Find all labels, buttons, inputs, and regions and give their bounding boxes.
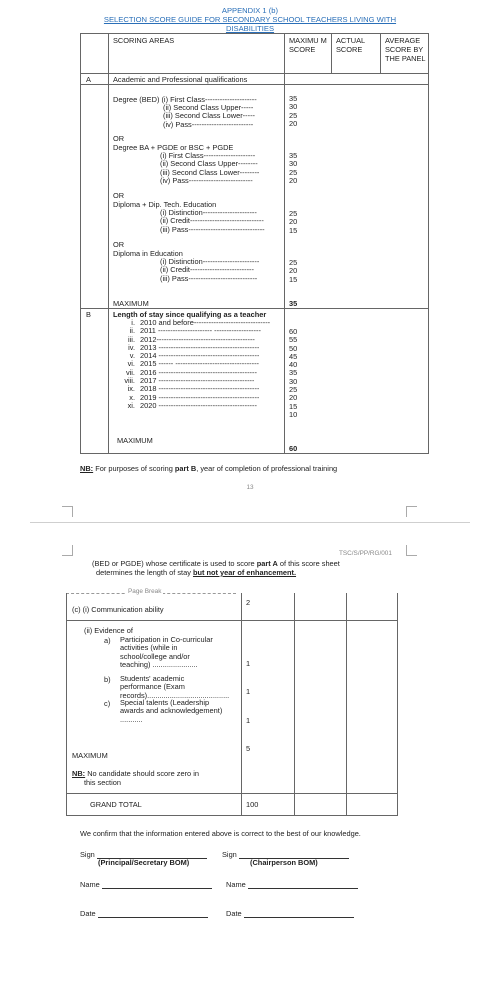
length-of-stay-row: x. 2019 ----------------------------------------- xyxy=(129,392,260,402)
page-number: 13 xyxy=(246,484,254,491)
crop-mark xyxy=(62,506,73,517)
section-b-letter: B xyxy=(86,310,91,319)
length-of-stay-row: i. 2010 and before------------------------------- xyxy=(131,318,271,327)
length-of-stay-row: xi. 2020 ---------------------------------------- xyxy=(127,400,257,410)
header-actual-score: ACTUAL SCORE xyxy=(336,36,365,54)
degree-bed-label: Degree (BED) (i) First Class--------------------- xyxy=(113,95,257,104)
ba-scores: 35 30 25 20 xyxy=(289,151,298,185)
length-of-stay-score: 35 xyxy=(289,368,298,378)
name-blank[interactable] xyxy=(248,880,358,889)
or-label: OR xyxy=(113,134,125,143)
length-of-stay-score: 60 xyxy=(289,327,298,336)
bed-items: (ii) Second Class Upper----- (iii) Second Class Lower----- (iv) Pass------------------------- xyxy=(163,103,255,129)
length-of-stay-score: 45 xyxy=(289,351,298,361)
evidence-item-score: 1 xyxy=(246,659,251,668)
diploma-tech-label: Diploma + Dip. Tech. Education xyxy=(113,200,217,209)
confirmation-statement: We confirm that the information entered above is correct to the best of our knowledge. xyxy=(80,829,361,838)
tech-scores: 25 20 15 xyxy=(289,209,298,235)
principal-sign-line[interactable]: Sign xyxy=(80,850,207,859)
length-of-stay-row: iii. 2012---------------------------------------- xyxy=(128,334,255,344)
crop-mark xyxy=(406,506,417,517)
length-of-stay-score: 20 xyxy=(289,393,298,403)
length-of-stay-score: 40 xyxy=(289,360,298,370)
length-of-stay-row: iv. 2013 ----------------------------------------- xyxy=(128,342,260,352)
grand-total-label: GRAND TOTAL xyxy=(90,800,142,809)
crop-mark xyxy=(406,545,417,556)
section-a-maximum-label: MAXIMUM xyxy=(113,299,149,308)
length-of-stay-row: ii. 2011 ---------------------- ------------------- xyxy=(129,326,261,336)
length-of-stay-row: ix. 2018 ----------------------------------------- xyxy=(127,384,260,394)
length-of-stay-row: v. 2014 ----------------------------------------- xyxy=(129,351,260,361)
header-average-score: AVERAGE SCORE BY THE PANEL xyxy=(385,36,426,63)
crop-mark xyxy=(62,545,73,556)
evidence-item-letter: b) xyxy=(104,675,111,684)
nb-no-zero-continued: this section xyxy=(84,778,121,787)
length-of-stay-score: 25 xyxy=(289,385,298,395)
table2-maximum-score: 5 xyxy=(246,744,251,753)
evidence-item-letter: c) xyxy=(104,699,111,708)
date-blank[interactable] xyxy=(98,909,208,918)
length-of-stay-list xyxy=(113,319,281,410)
header-maximum-score: MAXIMU M SCORE xyxy=(289,36,327,54)
section-a-maximum-score: 35 xyxy=(289,299,298,308)
length-of-stay-row: vii. 2016 ---------------------------------------- xyxy=(125,367,257,377)
section-a-letter: A xyxy=(86,75,91,84)
length-of-stay-score: 10 xyxy=(289,409,298,419)
section-a-title: Academic and Professional qualifications xyxy=(113,75,248,84)
principal-label: (Principal/Secretary BOM) xyxy=(98,858,190,867)
or-label: OR xyxy=(113,191,125,200)
section-b-title: Length of stay since qualifying as a teacher xyxy=(113,310,267,319)
evidence-item-score: 1 xyxy=(246,716,251,725)
document-title: SELECTION SCORE GUIDE FOR SECONDARY SCHOOL TEACHERS LIVING WITH DISABILITIES xyxy=(103,15,397,33)
length-of-stay-score: 55 xyxy=(289,335,298,345)
evidence-item-score: 1 xyxy=(246,687,251,696)
principal-date-line[interactable]: Date xyxy=(80,909,208,918)
page-separator xyxy=(30,522,470,523)
bed-scores: 35 30 25 20 xyxy=(289,94,298,128)
tech-items: (i) Distinction---------------------- (ii) Credit------------------------------ (iii) Pass------------------------------- xyxy=(160,208,265,234)
evidence-item-text: Special talents (Leadership awards and acknowledgement) ........... xyxy=(120,698,223,724)
length-of-stay-score: 30 xyxy=(289,376,298,386)
or-label: OR xyxy=(113,240,125,249)
section-b-scores xyxy=(289,328,297,419)
header-scoring-areas: SCORING AREAS xyxy=(113,36,175,45)
continuation-line-2: determines the length of stay but not year of enhancement. xyxy=(96,568,297,577)
length-of-stay-row: viii. 2017 --------------------------------------- xyxy=(124,376,255,386)
date-blank[interactable] xyxy=(244,909,354,918)
chairperson-name-line[interactable]: Name xyxy=(226,880,358,889)
chairperson-sign-line[interactable]: Sign xyxy=(222,850,349,859)
length-of-stay-score: 50 xyxy=(289,343,298,353)
continuation-line-1: (BED or PGDE) whose certificate is used to score part A of this score sheet xyxy=(92,559,340,568)
length-of-stay-score: 15 xyxy=(289,401,298,411)
grand-total-score: 100 xyxy=(246,800,259,809)
evidence-item-letter: a) xyxy=(104,636,111,645)
chairperson-date-line[interactable]: Date xyxy=(226,909,354,918)
principal-name-line[interactable]: Name xyxy=(80,880,212,889)
ba-items: (i) First Class--------------------- (ii) Second Class Upper-------- (iii) Second Class Lower-------- (iv) Pass-------------------------- xyxy=(160,151,260,185)
length-of-stay-row: vi. 2015 ------ ---------------------------------- xyxy=(127,359,259,369)
nb-note-part-b: NB: For purposes of scoring part B, year of completion of professional training xyxy=(80,464,338,473)
section-b-maximum-score: 60 xyxy=(289,444,298,453)
section-b-maximum-label: MAXIMUM xyxy=(117,436,153,445)
page-break-label: Page Break xyxy=(128,588,162,595)
evidence-item-text: Participation in Co-curricular activities (while in school/college and/or teaching) ...................... xyxy=(120,635,213,669)
evidence-label: (ii) Evidence of xyxy=(84,626,133,635)
degree-ba-label: Degree BA + PGDE or BSC + PGDE xyxy=(113,143,234,152)
communication-ability-label: (c) (i) Communication ability xyxy=(72,605,164,614)
document-reference: TSC/S/PP/RG/001 xyxy=(339,550,392,557)
edu-scores: 25 20 15 xyxy=(289,258,298,284)
name-blank[interactable] xyxy=(102,880,212,889)
nb-no-zero: NB: No candidate should score zero in xyxy=(72,769,199,778)
appendix-label: APPENDIX 1 (b) xyxy=(221,6,279,15)
edu-items: (i) Distinction----------------------- (ii) Credit-------------------------- (iii) Pass---------------------------- xyxy=(160,257,260,283)
evidence-item-text: Students' academic performance (Exam records)........................................ xyxy=(120,674,230,700)
table2-maximum-label: MAXIMUM xyxy=(72,751,108,760)
diploma-edu-label: Diploma in Education xyxy=(113,249,183,258)
communication-ability-score: 2 xyxy=(246,598,251,607)
chairperson-label: (Chairperson BOM) xyxy=(250,858,318,867)
